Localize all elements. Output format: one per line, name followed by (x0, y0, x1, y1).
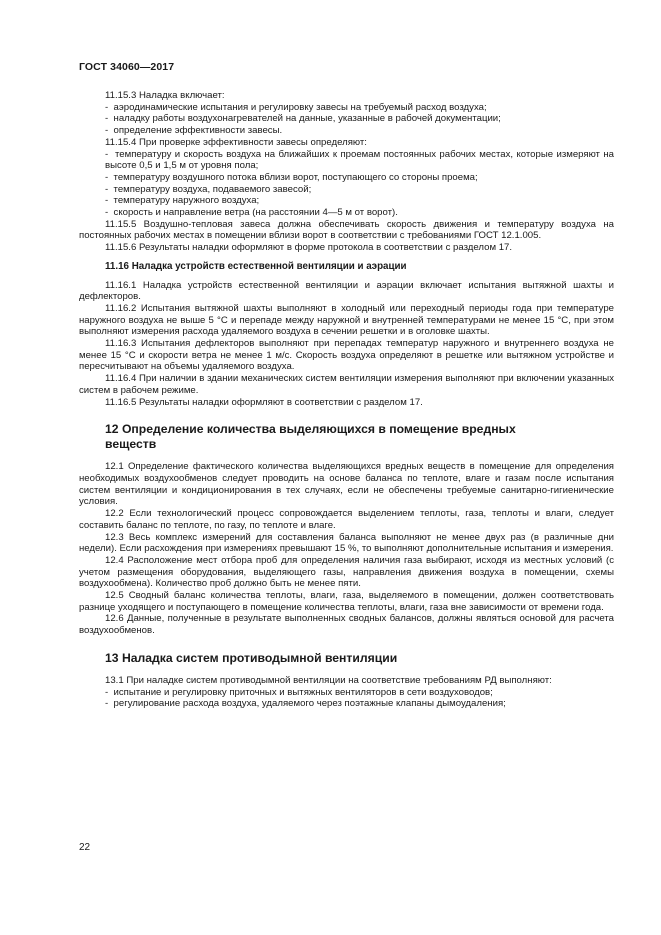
list-item: - испытание и регулировку приточных и вытяжных вентиляторов в сети воздуховодов; (79, 687, 614, 699)
paragraph: 11.16.4 При наличии в здании механических систем вентиляции измерения выполняют при включении указанных систем в рабочем режиме. (79, 373, 614, 396)
paragraph: 11.16.2 Испытания вытяжной шахты выполняют в холодный или переходный периоды года при температуре наружного воздуха не выше 5 °С и перепаде между наружной и внутренней температурами не менее 15 °С, при этом выполняют измерения расхода удаляемого воздуха в сечении решетки и в оголовке шахты. (79, 302, 614, 338)
paragraph: 12.2 Если технологический процесс сопровождается выделением теплоты, газа, теплоты и влаги, следует составить баланс по теплоте, по газу, по теплоте и влаге. (79, 508, 614, 531)
paragraph: 11.15.6 Результаты наладки оформляют в форме протокола в соответствии с разделом 17. (105, 242, 513, 254)
list-item: - температуру и скорость воздуха на ближайших к проемам постоянных рабочих местах, которые измеряют на высоте 0,5 и 1,5 м от уровня пола; (79, 149, 614, 172)
list-item: - наладку работы воздухонагревателей на данные, указанные в рабочей документации; (79, 113, 614, 125)
paragraph: 12.4 Расположение мест отбора проб для определения наличия газа выбирают, исходя из местных условий (с учетом размещения оборудования, выделяющего газы, направления движения воздуха в помещении, схемы воздухообмена). Количество проб должно быть не менее пяти. (79, 554, 614, 590)
list-item: - аэродинамические испытания и регулировку завесы на требуемый расход воздуха; (79, 102, 614, 114)
paragraph: 11.16.5 Результаты наладки оформляют в соответствии с разделом 17. (105, 396, 423, 408)
list-item: - температуру наружного воздуха; (79, 195, 614, 207)
paragraph: 12.3 Весь комплекс измерений для составления баланса выполняют не менее двух раз (в различные дни недели). Если расхождения при измерениях превышают 15 %, то выполняют дополнительные испытания и измерения. (79, 531, 614, 555)
paragraph: 11.15.5 Воздушно-тепловая завеса должна обеспечивать скорость движения и температуру воздуха на постоянных рабочих местах в помещении вблизи ворот в соответствии с требованиями ГОСТ 12.1.005. (79, 218, 614, 242)
list-item: - температуру воздушного потока вблизи ворот, поступающего со стороны проема; (79, 172, 614, 184)
paragraph: 13.1 При наладке систем противодымной вентиляции на соответствие требованиям РД выполняют: (105, 674, 552, 686)
list-item: - скорость и направление ветра (на расстоянии 4—5 м от ворот). (79, 207, 614, 219)
paragraph: 11.16.1 Наладка устройств естественной вентиляции и аэрации включает испытания вытяжной шахты и дефлекторов. (79, 279, 614, 303)
paragraph: 12.1 Определение фактического количества выделяющихся вредных веществ в помещение для определения необходимых воздухообменов следует проводить на основе баланса по теплоте, влаге и газам после испытания систем вентиляции и кондиционирования в тех случаях, если не обеспечены требуемые санитарно-гигиенические условия. (79, 461, 614, 508)
paragraph: 12.6 Данные, полученные в результате выполненных сводных балансов, должны являться основой для расчета воздухообменов. (79, 613, 614, 637)
paragraph: 11.15.4 При проверке эффективности завесы определяют: (105, 136, 367, 148)
list-item: - температуру воздуха, подаваемого завесой; (79, 184, 614, 196)
paragraph: 12.5 Сводный баланс количества теплоты, влаги, газа, выделяемого в помещении, должен соответствовать разнице уходящего и поступающего в помещение количества теплоты, влаги, газа вне зависимости от времени года. (79, 590, 614, 613)
section-heading: 13 Наладка систем противодымной вентиляции (105, 650, 398, 665)
list-item: - регулирование расхода воздуха, удаляемого через поэтажные клапаны дымоудаления; (79, 698, 614, 710)
document-body (79, 90, 614, 710)
section-heading: 12 Определение количества выделяющихся в помещение вредных веществ (105, 422, 516, 452)
subsection-heading: 11.16 Наладка устройств естественной вентиляции и аэрации (105, 260, 407, 272)
document-code: ГОСТ 34060—2017 (79, 61, 175, 73)
paragraph: 11.15.3 Наладка включает: (105, 90, 225, 101)
paragraph: 11.16.3 Испытания дефлекторов выполняют при перепадах температур наружного и внутреннего воздуха не менее 15 °С и скорости ветра не менее 1 м/с. Скорость воздуха определяют в решетке или вытяжном устройстве и пересчитывают на объемы удаляемого воздуха. (79, 338, 614, 373)
list-item: - определение эффективности завесы. (79, 125, 614, 137)
page-number: 22 (79, 842, 91, 853)
